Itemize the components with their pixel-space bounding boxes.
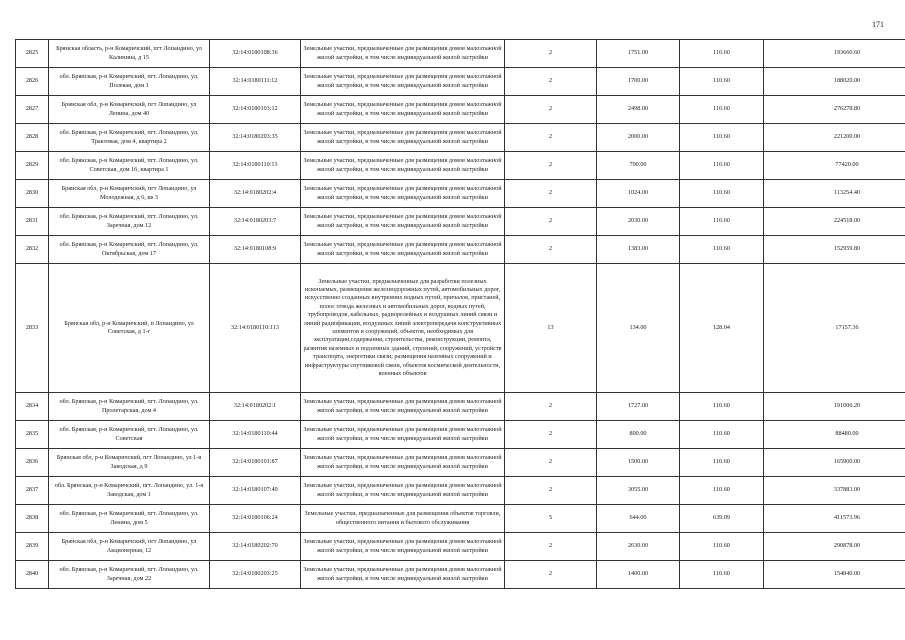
cadastral-number-cell: 32:14:0180108:36 xyxy=(210,40,301,68)
group-number-cell: 2 xyxy=(505,533,597,561)
permitted-use-cell: Земельные участки, предназначенные для размещения домов малоэтажной жилой застройки, в том числе индивидуальной жилой застройки xyxy=(301,236,505,264)
table-row xyxy=(16,124,905,152)
address-cell: обл. Брянская, р-н Комаричский, пгт. Лопандино, ул. Трактовая, дом 4, квартира 2 xyxy=(49,124,210,152)
group-number-cell: 2 xyxy=(505,96,597,124)
address-cell: обл. Брянская, р-н Комаричский, пгт. Лопандино, ул. Заречная, дом 12 xyxy=(49,208,210,236)
cadastral-value-cell: 188020.00 xyxy=(764,68,905,96)
group-number-cell: 5 xyxy=(505,505,597,533)
specific-value-cell: 110.60 xyxy=(680,96,764,124)
page-number: 171 xyxy=(872,20,884,29)
group-number-cell: 2 xyxy=(505,40,597,68)
permitted-use-cell: Земельные участки, предназначенные для размещения домов малоэтажной жилой застройки, в том числе индивидуальной жилой застройки xyxy=(301,449,505,477)
row-number: 2836 xyxy=(16,449,49,477)
group-number-cell: 13 xyxy=(505,264,597,393)
group-number-cell: 2 xyxy=(505,236,597,264)
permitted-use-cell: Земельные участки, предназначенные для размещения объектов торговли, общественного питания и бытового обслуживания xyxy=(301,505,505,533)
area-cell: 1727.00 xyxy=(597,393,680,421)
area-cell: 1400.00 xyxy=(597,561,680,589)
row-number: 2840 xyxy=(16,561,49,589)
registry-body xyxy=(16,40,905,589)
permitted-use-cell: Земельные участки, предназначенные для размещения домов малоэтажной жилой застройки, в том числе индивидуальной жилой застройки xyxy=(301,561,505,589)
area-cell: 644.00 xyxy=(597,505,680,533)
cadastral-number-cell: 32:14:0180107:40 xyxy=(210,477,301,505)
table-row xyxy=(16,421,905,449)
cadastral-number-cell: 32:14:0180111:12 xyxy=(210,68,301,96)
address-cell: обл. Брянская, р-н Комаричский, пгт. Лопандино, ул. Советская, дом 16, квартира 1 xyxy=(49,152,210,180)
group-number-cell: 2 xyxy=(505,477,597,505)
cadastral-value-cell: 165900.00 xyxy=(764,449,905,477)
cadastral-value-cell: 290878.00 xyxy=(764,533,905,561)
area-cell: 2498.00 xyxy=(597,96,680,124)
specific-value-cell: 110.60 xyxy=(680,124,764,152)
row-number: 2831 xyxy=(16,208,49,236)
group-number-cell: 2 xyxy=(505,124,597,152)
specific-value-cell: 110.60 xyxy=(680,449,764,477)
table-row xyxy=(16,180,905,208)
specific-value-cell: 110.60 xyxy=(680,477,764,505)
cadastral-number-cell: 32:14:0180110:113 xyxy=(210,264,301,393)
specific-value-cell: 110.60 xyxy=(680,152,764,180)
cadastral-number-cell: 32:14:0180101:87 xyxy=(210,449,301,477)
permitted-use-cell: Земельные участки, предназначенные для разработки полезных ископаемых, размещения железнодорожных путей, автомобильных дорог, искусственно созданных внутренних водных путей, причалов, пристаней, полос отвода железных и автомобильных дорог, водных путей, трубопроводов, кабельных, радиорелейных и воздушных линий связи и линий радиофикации, воздушных линий электропередачи конструктивных элементов и сооружений, объектов, необходимых для эксплуатации,содержания, строительства, реконструкции, ремонта, развития наземных и подземных зданий, строений, сооружений, устройств транспорта, энергетики связи; размещения наземных сооружений и инфраструктуры спутниковой связи, объектов космической деятельности, военных объектов xyxy=(301,264,505,393)
cadastral-number-cell: 32:14:0180110:44 xyxy=(210,421,301,449)
address-cell: обл. Брянская, р-н Комаричский, пгт. Лопандино, ул. 1-я Заводская, дом 1 xyxy=(49,477,210,505)
table-row xyxy=(16,393,905,421)
table-row xyxy=(16,40,905,68)
cadastral-value-cell: 17157.36 xyxy=(764,264,905,393)
address-cell: обл. Брянская, р-н Комаричский, пгт. Лопандино, ул. Октябрьская, дом 17 xyxy=(49,236,210,264)
permitted-use-cell: Земельные участки, предназначенные для размещения домов малоэтажной жилой застройки, в том числе индивидуальной жилой застройки xyxy=(301,180,505,208)
table-row xyxy=(16,561,905,589)
address-cell: Брянская обл, р-н Комаричский, пгт Лопандино, ул 1-я Заводская, д 9 xyxy=(49,449,210,477)
area-cell: 1383.00 xyxy=(597,236,680,264)
cadastral-value-cell: 154840.00 xyxy=(764,561,905,589)
cadastral-number-cell: 32:14:0180106:24 xyxy=(210,505,301,533)
cadastral-number-cell: 32:14:0180202:4 xyxy=(210,180,301,208)
area-cell: 134.00 xyxy=(597,264,680,393)
address-cell: обл. Брянская, р-н Комаричский, пгт. Лопандино, ул. Полевая, дом 1 xyxy=(49,68,210,96)
address-cell: Брянская область, р-н Комаричский, пгт Лопандино, ул Калинина, д 15 xyxy=(49,40,210,68)
permitted-use-cell: Земельные участки, предназначенные для размещения домов малоэтажной жилой застройки, в том числе индивидуальной жилой застройки xyxy=(301,421,505,449)
specific-value-cell: 110.60 xyxy=(680,208,764,236)
area-cell: 1500.00 xyxy=(597,449,680,477)
specific-value-cell: 110.60 xyxy=(680,68,764,96)
area-cell: 1751.00 xyxy=(597,40,680,68)
cadastral-number-cell: 32:14:0180110:13 xyxy=(210,152,301,180)
address-cell: обл. Брянская, р-н Комаричский, пгт. Лопандино, ул. Ленина, дом 5 xyxy=(49,505,210,533)
cadastral-number-cell: 32:14:0180202:70 xyxy=(210,533,301,561)
group-number-cell: 2 xyxy=(505,68,597,96)
table-row xyxy=(16,68,905,96)
land-registry-table xyxy=(15,39,905,589)
area-cell: 2030.00 xyxy=(597,208,680,236)
permitted-use-cell: Земельные участки, предназначенные для размещения домов малоэтажной жилой застройки, в том числе индивидуальной жилой застройки xyxy=(301,40,505,68)
permitted-use-cell: Земельные участки, предназначенные для размещения домов малоэтажной жилой застройки, в том числе индивидуальной жилой застройки xyxy=(301,477,505,505)
row-number: 2828 xyxy=(16,124,49,152)
specific-value-cell: 110.60 xyxy=(680,393,764,421)
permitted-use-cell: Земельные участки, предназначенные для размещения домов малоэтажной жилой застройки, в том числе индивидуальной жилой застройки xyxy=(301,152,505,180)
table-row xyxy=(16,152,905,180)
area-cell: 3055.00 xyxy=(597,477,680,505)
cadastral-value-cell: 224518.00 xyxy=(764,208,905,236)
cadastral-value-cell: 191006.20 xyxy=(764,393,905,421)
permitted-use-cell: Земельные участки, предназначенные для размещения домов малоэтажной жилой застройки, в том числе индивидуальной жилой застройки xyxy=(301,208,505,236)
address-cell: Брянская обл, р-н Комаричский, пгт Лопандино, ул Ленина, дом 40 xyxy=(49,96,210,124)
cadastral-value-cell: 193660.60 xyxy=(764,40,905,68)
specific-value-cell: 110.60 xyxy=(680,180,764,208)
address-cell: Брянская обл, р-н Комаричский, пгт Лопандино, ул Молодежная, д 6, кв 3 xyxy=(49,180,210,208)
table-row xyxy=(16,264,905,393)
group-number-cell: 2 xyxy=(505,152,597,180)
address-cell: Брянская обл, р-н Комаричский, п Лопандино, ул Советская, д 1-г xyxy=(49,264,210,393)
row-number: 2833 xyxy=(16,264,49,393)
group-number-cell: 2 xyxy=(505,208,597,236)
cadastral-value-cell: 411573.96 xyxy=(764,505,905,533)
area-cell: 2630.00 xyxy=(597,533,680,561)
group-number-cell: 2 xyxy=(505,180,597,208)
table-row xyxy=(16,477,905,505)
row-number: 2826 xyxy=(16,68,49,96)
row-number: 2837 xyxy=(16,477,49,505)
cadastral-value-cell: 77420.00 xyxy=(764,152,905,180)
row-number: 2839 xyxy=(16,533,49,561)
permitted-use-cell: Земельные участки, предназначенные для размещения домов малоэтажной жилой застройки, в том числе индивидуальной жилой застройки xyxy=(301,393,505,421)
cadastral-value-cell: 221200.00 xyxy=(764,124,905,152)
area-cell: 700.00 xyxy=(597,152,680,180)
specific-value-cell: 110.60 xyxy=(680,561,764,589)
row-number: 2835 xyxy=(16,421,49,449)
row-number: 2830 xyxy=(16,180,49,208)
cadastral-number-cell: 32:14:0180203:35 xyxy=(210,124,301,152)
specific-value-cell: 110.60 xyxy=(680,421,764,449)
cadastral-value-cell: 88480.00 xyxy=(764,421,905,449)
table-row xyxy=(16,236,905,264)
permitted-use-cell: Земельные участки, предназначенные для размещения домов малоэтажной жилой застройки, в том числе индивидуальной жилой застройки xyxy=(301,68,505,96)
row-number: 2825 xyxy=(16,40,49,68)
area-cell: 800.00 xyxy=(597,421,680,449)
address-cell: обл. Брянская, р-н Комаричский, пгт. Лопандино, ул. Советская xyxy=(49,421,210,449)
cadastral-number-cell: 32:14:0180203:7 xyxy=(210,208,301,236)
permitted-use-cell: Земельные участки, предназначенные для размещения домов малоэтажной жилой застройки, в том числе индивидуальной жилой застройки xyxy=(301,96,505,124)
group-number-cell: 2 xyxy=(505,561,597,589)
specific-value-cell: 639.09 xyxy=(680,505,764,533)
group-number-cell: 2 xyxy=(505,393,597,421)
table-row xyxy=(16,96,905,124)
row-number: 2832 xyxy=(16,236,49,264)
row-number: 2829 xyxy=(16,152,49,180)
cadastral-number-cell: 32:14:0180108:9 xyxy=(210,236,301,264)
address-cell: обл. Брянская, р-н Комаричский, пгт. Лопандино, ул. Пролетарская, дом 4 xyxy=(49,393,210,421)
table-row xyxy=(16,505,905,533)
table-row xyxy=(16,208,905,236)
specific-value-cell: 128.04 xyxy=(680,264,764,393)
permitted-use-cell: Земельные участки, предназначенные для размещения домов малоэтажной жилой застройки, в том числе индивидуальной жилой застройки xyxy=(301,533,505,561)
table-row xyxy=(16,533,905,561)
cadastral-number-cell: 32:14:0180202:1 xyxy=(210,393,301,421)
cadastral-value-cell: 152959.80 xyxy=(764,236,905,264)
row-number: 2827 xyxy=(16,96,49,124)
specific-value-cell: 110.60 xyxy=(680,533,764,561)
area-cell: 1700.00 xyxy=(597,68,680,96)
address-cell: Брянская обл, р-н Комаричский, пгт Лопандино, ул Акционерная, 12 xyxy=(49,533,210,561)
permitted-use-cell: Земельные участки, предназначенные для размещения домов малоэтажной жилой застройки, в том числе индивидуальной жилой застройки xyxy=(301,124,505,152)
area-cell: 1024.00 xyxy=(597,180,680,208)
group-number-cell: 2 xyxy=(505,421,597,449)
cadastral-number-cell: 32:14:0180203:25 xyxy=(210,561,301,589)
address-cell: обл. Брянская, р-н Комаричский, пгт. Лопандино, ул. Заречная, дом 22 xyxy=(49,561,210,589)
table-row xyxy=(16,449,905,477)
cadastral-value-cell: 337883.00 xyxy=(764,477,905,505)
row-number: 2834 xyxy=(16,393,49,421)
area-cell: 2000.00 xyxy=(597,124,680,152)
specific-value-cell: 110.60 xyxy=(680,236,764,264)
group-number-cell: 2 xyxy=(505,449,597,477)
cadastral-value-cell: 276278.80 xyxy=(764,96,905,124)
row-number: 2838 xyxy=(16,505,49,533)
cadastral-number-cell: 32:14:0180103:12 xyxy=(210,96,301,124)
cadastral-value-cell: 113254.40 xyxy=(764,180,905,208)
specific-value-cell: 110.60 xyxy=(680,40,764,68)
